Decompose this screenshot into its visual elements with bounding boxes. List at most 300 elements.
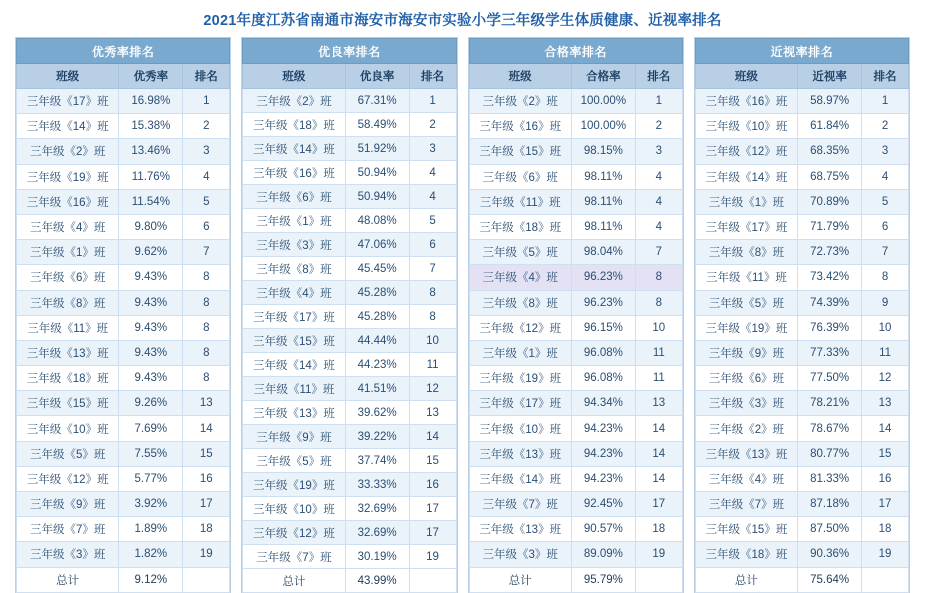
- rank-cell: 18: [635, 517, 682, 542]
- class-name-cell: 三年级《10》班: [243, 497, 345, 521]
- table-title: 优良率排名: [243, 39, 456, 64]
- rank-cell: 4: [409, 185, 456, 209]
- rank-cell: 18: [862, 517, 909, 542]
- table-row[interactable]: [243, 257, 456, 281]
- rate-cell: 33.33%: [345, 473, 409, 497]
- rank-cell: 5: [183, 189, 230, 214]
- class-name-cell: 三年级《13》班: [243, 401, 345, 425]
- class-name-cell: 三年级《7》班: [243, 545, 345, 569]
- table-row[interactable]: [17, 466, 230, 491]
- class-name-cell: 三年级《16》班: [469, 114, 571, 139]
- rate-cell: 37.74%: [345, 449, 409, 473]
- rank-cell: 4: [635, 214, 682, 239]
- table-title-row: [243, 39, 456, 64]
- rate-cell: 44.23%: [345, 353, 409, 377]
- table-row[interactable]: [243, 545, 456, 569]
- class-name-cell: 三年级《19》班: [243, 473, 345, 497]
- table-row[interactable]: [17, 416, 230, 441]
- table-row[interactable]: [469, 290, 682, 315]
- table-row[interactable]: [469, 340, 682, 365]
- table-row[interactable]: [243, 401, 456, 425]
- rank-cell: 16: [409, 473, 456, 497]
- rate-cell: 98.11%: [571, 164, 635, 189]
- class-name-cell: 三年级《15》班: [695, 517, 797, 542]
- class-name-cell: 三年级《3》班: [695, 391, 797, 416]
- rank-cell: 4: [635, 189, 682, 214]
- class-name-cell: 三年级《19》班: [17, 164, 119, 189]
- table-row[interactable]: [17, 542, 230, 567]
- table-row[interactable]: [17, 265, 230, 290]
- table-title-row: [17, 39, 230, 64]
- rank-cell: 14: [183, 416, 230, 441]
- rank-cell: 8: [409, 305, 456, 329]
- ranking-table: [469, 38, 683, 593]
- rate-cell: 98.11%: [571, 214, 635, 239]
- total-blank-cell: [183, 567, 230, 592]
- rate-cell: 94.23%: [571, 416, 635, 441]
- rate-cell: 92.45%: [571, 492, 635, 517]
- rank-cell: 14: [635, 416, 682, 441]
- rank-cell: 2: [183, 114, 230, 139]
- rank-cell: 17: [635, 492, 682, 517]
- class-name-cell: 三年级《2》班: [469, 89, 571, 114]
- class-name-cell: 三年级《14》班: [243, 137, 345, 161]
- rank-cell: 12: [409, 377, 456, 401]
- class-name-cell: 三年级《6》班: [17, 265, 119, 290]
- table-row[interactable]: [243, 209, 456, 233]
- rank-cell: 13: [183, 391, 230, 416]
- class-name-cell: 三年级《7》班: [469, 492, 571, 517]
- rank-cell: 4: [635, 164, 682, 189]
- class-name-cell: 三年级《12》班: [17, 466, 119, 491]
- column-header[interactable]: 班级: [17, 64, 119, 89]
- rank-cell: 7: [635, 240, 682, 265]
- table-row[interactable]: [695, 340, 908, 365]
- table-row[interactable]: [17, 164, 230, 189]
- class-name-cell: 三年级《12》班: [469, 315, 571, 340]
- rate-cell: 45.28%: [345, 281, 409, 305]
- class-name-cell: 三年级《8》班: [17, 290, 119, 315]
- table-title-row: [469, 39, 682, 64]
- class-name-cell: 三年级《16》班: [695, 89, 797, 114]
- column-header[interactable]: 班级: [695, 64, 797, 89]
- rate-cell: 68.75%: [798, 164, 862, 189]
- rank-cell: 3: [409, 137, 456, 161]
- table-title: 近视率排名: [695, 39, 908, 64]
- column-header[interactable]: 班级: [469, 64, 571, 89]
- rate-cell: 41.51%: [345, 377, 409, 401]
- page-title: 2021年度江苏省南通市海安市海安市实验小学三年级学生体质健康、近视率排名: [203, 13, 722, 29]
- table-row[interactable]: [695, 366, 908, 391]
- ranking-table: [695, 38, 909, 593]
- rate-cell: 96.23%: [571, 290, 635, 315]
- table-total-row: [695, 567, 908, 592]
- total-blank-cell: [409, 569, 456, 593]
- rank-cell: 10: [409, 329, 456, 353]
- class-name-cell: 三年级《14》班: [469, 466, 571, 491]
- total-value: 75.64%: [798, 567, 862, 592]
- rank-cell: 3: [183, 139, 230, 164]
- table-row[interactable]: [243, 233, 456, 257]
- rate-cell: 78.67%: [798, 416, 862, 441]
- rank-cell: 4: [862, 164, 909, 189]
- rate-cell: 78.21%: [798, 391, 862, 416]
- table-row[interactable]: [695, 416, 908, 441]
- table-row[interactable]: [469, 214, 682, 239]
- table-row[interactable]: [695, 466, 908, 491]
- table-row[interactable]: [469, 492, 682, 517]
- class-name-cell: 三年级《3》班: [469, 542, 571, 567]
- table-row[interactable]: [243, 353, 456, 377]
- rank-cell: 1: [862, 89, 909, 114]
- rate-cell: 1.89%: [119, 517, 183, 542]
- table-total-row: [469, 567, 682, 592]
- rank-cell: 8: [183, 366, 230, 391]
- table-row[interactable]: [469, 466, 682, 491]
- rate-cell: 100.00%: [571, 89, 635, 114]
- table-row[interactable]: [695, 139, 908, 164]
- rate-cell: 76.39%: [798, 315, 862, 340]
- table-row[interactable]: [469, 391, 682, 416]
- rank-cell: 19: [183, 542, 230, 567]
- table-header-row: [17, 64, 230, 89]
- class-name-cell: 三年级《17》班: [695, 214, 797, 239]
- column-header[interactable]: 排名: [409, 64, 456, 89]
- rank-cell: 7: [183, 240, 230, 265]
- table-row[interactable]: [695, 265, 908, 290]
- class-name-cell: 三年级《1》班: [243, 209, 345, 233]
- class-name-cell: 三年级《7》班: [695, 492, 797, 517]
- class-name-cell: 三年级《14》班: [17, 114, 119, 139]
- rate-cell: 51.92%: [345, 137, 409, 161]
- rate-cell: 39.62%: [345, 401, 409, 425]
- rank-cell: 8: [862, 265, 909, 290]
- rate-cell: 32.69%: [345, 497, 409, 521]
- class-name-cell: 三年级《10》班: [17, 416, 119, 441]
- rate-cell: 98.11%: [571, 189, 635, 214]
- class-name-cell: 三年级《5》班: [243, 449, 345, 473]
- total-label: 总计: [17, 567, 119, 592]
- table-row[interactable]: [243, 185, 456, 209]
- rate-cell: 98.04%: [571, 240, 635, 265]
- table-row[interactable]: [17, 391, 230, 416]
- table-row[interactable]: [469, 189, 682, 214]
- total-value: 95.79%: [571, 567, 635, 592]
- table-row[interactable]: [243, 305, 456, 329]
- rank-cell: 10: [862, 315, 909, 340]
- rate-cell: 39.22%: [345, 425, 409, 449]
- rate-cell: 30.19%: [345, 545, 409, 569]
- rank-cell: 15: [409, 449, 456, 473]
- class-name-cell: 三年级《11》班: [695, 265, 797, 290]
- class-name-cell: 三年级《18》班: [17, 366, 119, 391]
- rate-cell: 50.94%: [345, 161, 409, 185]
- table-row[interactable]: [17, 517, 230, 542]
- table-row[interactable]: [695, 391, 908, 416]
- total-label: 总计: [469, 567, 571, 592]
- rank-cell: 16: [862, 466, 909, 491]
- rate-cell: 77.33%: [798, 340, 862, 365]
- class-name-cell: 三年级《13》班: [469, 441, 571, 466]
- table-row[interactable]: [695, 542, 908, 567]
- rank-cell: 17: [862, 492, 909, 517]
- table-row[interactable]: [243, 89, 456, 113]
- rate-cell: 94.23%: [571, 466, 635, 491]
- class-name-cell: 三年级《1》班: [695, 189, 797, 214]
- rank-cell: 8: [183, 315, 230, 340]
- table-row[interactable]: [695, 189, 908, 214]
- rank-cell: 15: [862, 441, 909, 466]
- rank-cell: 9: [862, 290, 909, 315]
- ranking-tables-container: [0, 38, 925, 593]
- rate-cell: 70.89%: [798, 189, 862, 214]
- rate-cell: 68.35%: [798, 139, 862, 164]
- rate-cell: 94.34%: [571, 391, 635, 416]
- rank-cell: 6: [183, 214, 230, 239]
- class-name-cell: 三年级《5》班: [17, 441, 119, 466]
- rank-cell: 7: [409, 257, 456, 281]
- table-row[interactable]: [469, 265, 682, 290]
- table-row[interactable]: [243, 497, 456, 521]
- rate-cell: 87.18%: [798, 492, 862, 517]
- class-name-cell: 三年级《19》班: [695, 315, 797, 340]
- class-name-cell: 三年级《17》班: [469, 391, 571, 416]
- rank-cell: 14: [862, 416, 909, 441]
- ranking-table: [16, 38, 230, 593]
- table-row[interactable]: [243, 521, 456, 545]
- class-name-cell: 三年级《14》班: [243, 353, 345, 377]
- class-name-cell: 三年级《8》班: [243, 257, 345, 281]
- table-row[interactable]: [17, 89, 230, 114]
- table-row[interactable]: [695, 214, 908, 239]
- rank-cell: 10: [635, 315, 682, 340]
- class-name-cell: 三年级《4》班: [243, 281, 345, 305]
- class-name-cell: 三年级《11》班: [17, 315, 119, 340]
- table-row[interactable]: [695, 492, 908, 517]
- column-header[interactable]: 优良率: [345, 64, 409, 89]
- class-name-cell: 三年级《10》班: [469, 416, 571, 441]
- table-row[interactable]: [17, 441, 230, 466]
- table-row[interactable]: [243, 281, 456, 305]
- rank-cell: 5: [409, 209, 456, 233]
- total-value: 43.99%: [345, 569, 409, 593]
- rate-cell: 13.46%: [119, 139, 183, 164]
- class-name-cell: 三年级《9》班: [17, 492, 119, 517]
- rank-cell: 2: [862, 114, 909, 139]
- rank-cell: 8: [635, 290, 682, 315]
- table-row[interactable]: [17, 366, 230, 391]
- rank-cell: 2: [635, 114, 682, 139]
- rate-cell: 96.23%: [571, 265, 635, 290]
- total-value: 9.12%: [119, 567, 183, 592]
- rank-cell: 1: [183, 89, 230, 114]
- rank-cell: 6: [409, 233, 456, 257]
- table-row[interactable]: [469, 542, 682, 567]
- class-name-cell: 三年级《2》班: [695, 416, 797, 441]
- rank-cell: 4: [183, 164, 230, 189]
- class-name-cell: 三年级《8》班: [469, 290, 571, 315]
- class-name-cell: 三年级《17》班: [17, 89, 119, 114]
- table-row[interactable]: [17, 315, 230, 340]
- rate-cell: 45.28%: [345, 305, 409, 329]
- rank-cell: 14: [635, 441, 682, 466]
- table-row[interactable]: [17, 340, 230, 365]
- table-row[interactable]: [243, 329, 456, 353]
- rank-cell: 13: [409, 401, 456, 425]
- class-name-cell: 三年级《1》班: [17, 240, 119, 265]
- rank-cell: 19: [409, 545, 456, 569]
- rank-cell: 3: [635, 139, 682, 164]
- rate-cell: 9.43%: [119, 366, 183, 391]
- column-header[interactable]: 排名: [183, 64, 230, 89]
- table-row[interactable]: [469, 139, 682, 164]
- class-name-cell: 三年级《18》班: [243, 113, 345, 137]
- rate-cell: 9.43%: [119, 290, 183, 315]
- rank-cell: 2: [409, 113, 456, 137]
- table-row[interactable]: [469, 89, 682, 114]
- rank-cell: 8: [183, 340, 230, 365]
- class-name-cell: 三年级《2》班: [17, 139, 119, 164]
- rank-cell: 8: [409, 281, 456, 305]
- rank-cell: 16: [183, 466, 230, 491]
- rate-cell: 100.00%: [571, 114, 635, 139]
- rank-cell: 12: [862, 366, 909, 391]
- rate-cell: 9.43%: [119, 340, 183, 365]
- table-row[interactable]: [469, 517, 682, 542]
- class-name-cell: 三年级《10》班: [695, 114, 797, 139]
- rate-cell: 16.98%: [119, 89, 183, 114]
- total-label: 总计: [243, 569, 345, 593]
- class-name-cell: 三年级《4》班: [469, 265, 571, 290]
- rate-cell: 50.94%: [345, 185, 409, 209]
- table-row[interactable]: [469, 240, 682, 265]
- rank-cell: 17: [183, 492, 230, 517]
- rate-cell: 45.45%: [345, 257, 409, 281]
- class-name-cell: 三年级《5》班: [695, 290, 797, 315]
- rank-cell: 14: [635, 466, 682, 491]
- table-row[interactable]: [695, 517, 908, 542]
- total-blank-cell: [635, 567, 682, 592]
- table-row[interactable]: [695, 114, 908, 139]
- table-row[interactable]: [243, 113, 456, 137]
- table-header-row: [695, 64, 908, 89]
- table-row[interactable]: [243, 137, 456, 161]
- table-row[interactable]: [695, 240, 908, 265]
- class-name-cell: 三年级《12》班: [243, 521, 345, 545]
- class-name-cell: 三年级《9》班: [243, 425, 345, 449]
- rate-cell: 3.92%: [119, 492, 183, 517]
- table-row[interactable]: [695, 441, 908, 466]
- rate-cell: 44.44%: [345, 329, 409, 353]
- rank-cell: 19: [635, 542, 682, 567]
- table-title: 合格率排名: [469, 39, 682, 64]
- table-row[interactable]: [469, 315, 682, 340]
- rank-cell: 19: [862, 542, 909, 567]
- column-header[interactable]: 班级: [243, 64, 345, 89]
- table-total-row: [243, 569, 456, 593]
- column-header[interactable]: 优秀率: [119, 64, 183, 89]
- table-row[interactable]: [695, 89, 908, 114]
- column-header[interactable]: 近视率: [798, 64, 862, 89]
- table-row[interactable]: [17, 492, 230, 517]
- rate-cell: 11.76%: [119, 164, 183, 189]
- rank-cell: 18: [183, 517, 230, 542]
- class-name-cell: 三年级《13》班: [469, 517, 571, 542]
- rate-cell: 80.77%: [798, 441, 862, 466]
- class-name-cell: 三年级《13》班: [695, 441, 797, 466]
- column-header[interactable]: 排名: [862, 64, 909, 89]
- column-header[interactable]: 合格率: [571, 64, 635, 89]
- class-name-cell: 三年级《13》班: [17, 340, 119, 365]
- class-name-cell: 三年级《6》班: [469, 164, 571, 189]
- rank-cell: 17: [409, 497, 456, 521]
- class-name-cell: 三年级《8》班: [695, 240, 797, 265]
- class-name-cell: 三年级《19》班: [469, 366, 571, 391]
- table-row[interactable]: [17, 214, 230, 239]
- rank-cell: 6: [862, 214, 909, 239]
- class-name-cell: 三年级《11》班: [469, 189, 571, 214]
- rate-cell: 90.36%: [798, 542, 862, 567]
- rank-cell: 17: [409, 521, 456, 545]
- class-name-cell: 三年级《3》班: [243, 233, 345, 257]
- table-row[interactable]: [469, 366, 682, 391]
- rate-cell: 9.43%: [119, 315, 183, 340]
- table-row[interactable]: [243, 161, 456, 185]
- rate-cell: 1.82%: [119, 542, 183, 567]
- table-row[interactable]: [17, 139, 230, 164]
- table-title: 优秀率排名: [17, 39, 230, 64]
- rank-cell: 1: [635, 89, 682, 114]
- rank-cell: 11: [635, 340, 682, 365]
- table-row[interactable]: [695, 315, 908, 340]
- class-name-cell: 三年级《2》班: [243, 89, 345, 113]
- rank-cell: 1: [409, 89, 456, 113]
- class-name-cell: 三年级《6》班: [695, 366, 797, 391]
- table-row[interactable]: [469, 164, 682, 189]
- class-name-cell: 三年级《9》班: [695, 340, 797, 365]
- table-row[interactable]: [17, 290, 230, 315]
- class-name-cell: 三年级《16》班: [243, 161, 345, 185]
- table-row[interactable]: [695, 164, 908, 189]
- rank-cell: 5: [862, 189, 909, 214]
- column-header[interactable]: 排名: [635, 64, 682, 89]
- rank-cell: 4: [409, 161, 456, 185]
- table-row[interactable]: [243, 425, 456, 449]
- table-row[interactable]: [469, 416, 682, 441]
- class-name-cell: 三年级《7》班: [17, 517, 119, 542]
- table-row[interactable]: [243, 473, 456, 497]
- rate-cell: 58.49%: [345, 113, 409, 137]
- table-row[interactable]: [695, 290, 908, 315]
- rate-cell: 11.54%: [119, 189, 183, 214]
- class-name-cell: 三年级《3》班: [17, 542, 119, 567]
- total-label: 总计: [695, 567, 797, 592]
- class-name-cell: 三年级《18》班: [695, 542, 797, 567]
- table-row[interactable]: [17, 189, 230, 214]
- table-row[interactable]: [243, 449, 456, 473]
- table-row[interactable]: [17, 240, 230, 265]
- class-name-cell: 三年级《15》班: [469, 139, 571, 164]
- table-row[interactable]: [469, 441, 682, 466]
- class-name-cell: 三年级《15》班: [17, 391, 119, 416]
- rate-cell: 90.57%: [571, 517, 635, 542]
- class-name-cell: 三年级《6》班: [243, 185, 345, 209]
- table-row[interactable]: [17, 114, 230, 139]
- table-row[interactable]: [243, 377, 456, 401]
- rate-cell: 47.06%: [345, 233, 409, 257]
- table-row[interactable]: [469, 114, 682, 139]
- table-total-row: [17, 567, 230, 592]
